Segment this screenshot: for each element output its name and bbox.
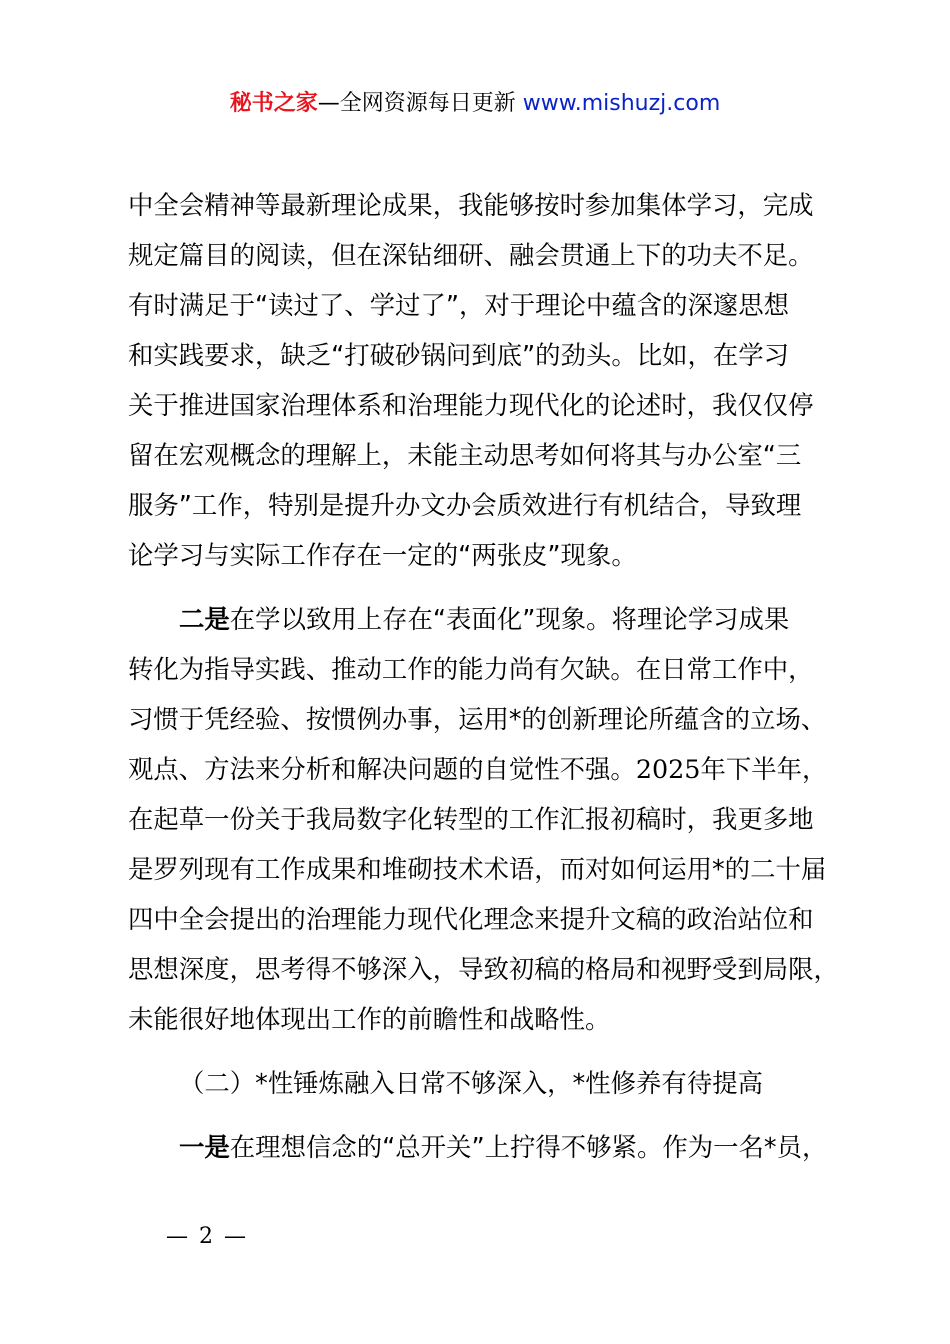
paragraph-ideals xyxy=(128,1122,840,1172)
text-line: 是罗列现有工作成果和堆砌技术术语，而对如何运用*的二十届 xyxy=(128,854,827,884)
text-line: 思想深度，思考得不够深入，导致初稿的格局和视野受到局限， xyxy=(128,954,839,984)
paragraph-first-line-text: 在学以致用上存在“表面化”现象。将理论学习成果 xyxy=(229,604,790,634)
site-brand-name: 秘书之家 xyxy=(229,91,318,116)
line-text: 年下半年， xyxy=(700,754,828,784)
document-body xyxy=(128,180,840,1172)
text-line: 转化为指导实践、推动工作的能力尚有欠缺。在日常工作中， xyxy=(128,654,814,684)
text-line: 留在宏观概念的理解上，未能主动思考如何将其与办公室“三 xyxy=(128,440,802,470)
paragraph-first-line-text: 在理想信念的“总开关”上拧得不够紧。作为一名*员， xyxy=(229,1132,828,1162)
text-line: 习惯于凭经验、按惯例办事，运用*的创新理论所蕴含的立场、 xyxy=(128,704,827,734)
site-header xyxy=(0,88,950,120)
line-text: 观点、方法来分析和解决问题的自觉性不强。 xyxy=(128,754,636,784)
text-line: 服务”工作，特别是提升办文办会质效进行有机结合，导致理 xyxy=(128,490,802,520)
text-line xyxy=(128,744,840,794)
site-url-link[interactable]: www.mishuzj.com xyxy=(522,91,721,116)
site-slogan: —全网资源每日更新 xyxy=(317,91,523,116)
paragraph-lead-bold: 二是 xyxy=(179,604,230,634)
year-number: 2025 xyxy=(635,754,701,784)
paragraph-spacer xyxy=(128,1108,840,1122)
text-line: 在起草一份关于我局数字化转型的工作汇报初稿时，我更多地 xyxy=(128,804,814,834)
paragraph-theory-study xyxy=(128,180,840,580)
paragraph-spacer xyxy=(128,580,840,594)
text-line xyxy=(128,1122,840,1172)
text-line: 和实践要求，缺乏“打破砂锅问到底”的劲头。比如，在学习 xyxy=(128,340,790,370)
text-line: 论学习与实际工作存在一定的“两张皮”现象。 xyxy=(128,540,637,570)
text-line: 规定篇目的阅读，但在深钻细研、融会贯通上下的功夫不足。 xyxy=(128,240,814,270)
text-line: 有时满足于“读过了、学过了”，对于理论中蕴含的深邃思想 xyxy=(128,290,790,320)
text-line: 关于推进国家治理体系和治理能力现代化的论述时，我仅仅停 xyxy=(128,390,814,420)
text-line: 未能很好地体现出工作的前瞻性和战略性。 xyxy=(128,1004,611,1034)
paragraph-spacer xyxy=(128,1044,840,1058)
text-line xyxy=(128,594,840,644)
section-heading: （二）*性锤炼融入日常不够深入，*性修养有待提高 xyxy=(179,1068,763,1098)
page-number: — 2 — xyxy=(166,1224,248,1249)
text-line: 中全会精神等最新理论成果，我能够按时参加集体学习，完成 xyxy=(128,190,814,220)
paragraph-application xyxy=(128,594,840,1044)
text-line: 四中全会提出的治理能力现代化理念来提升文稿的政治站位和 xyxy=(128,904,814,934)
paragraph-lead-bold: 一是 xyxy=(179,1132,230,1162)
